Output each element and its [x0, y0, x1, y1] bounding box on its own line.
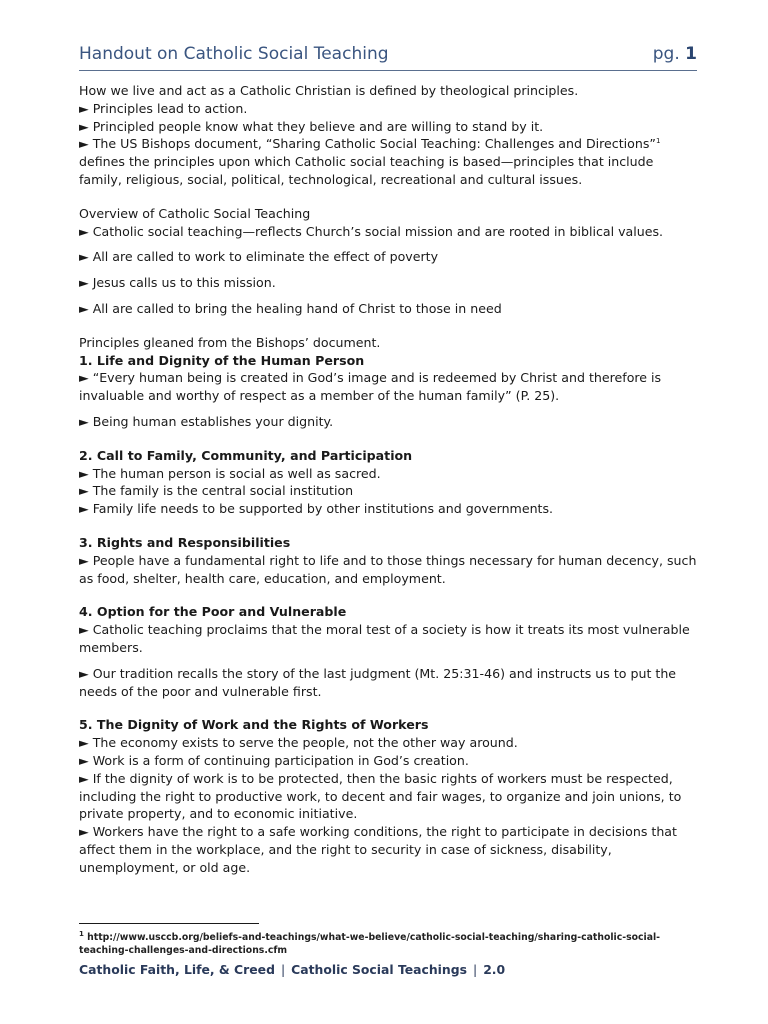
header-title: Handout on Catholic Social Teaching	[79, 44, 389, 64]
intro-line: ► The US Bishops document, “Sharing Catholic Social Teaching: Challenges and Directions”$^1$	[79, 136, 661, 152]
footer-course: Catholic Faith, Life, & Creed	[79, 962, 275, 977]
section-item: ► Our tradition recalls the story of the last judgment (Mt. 25:31-46) and instructs us to put the needs of the poor and vulnerable first.	[79, 665, 677, 699]
overview-item: ► All are called to work to eliminate the effect of poverty	[79, 249, 439, 265]
section-heading: 3. Rights and Responsibilities	[79, 534, 291, 550]
section-heading: 4. Option for the Poor and Vulnerable	[79, 604, 347, 620]
intro-line: How we live and act as a Catholic Christian is defined by theological principles.	[79, 83, 579, 98]
section-item: ► Family life needs to be supported by other institutions and governments.	[79, 501, 554, 517]
intro-line: ► Principled people know what they believe and are willing to stand by it.	[79, 118, 544, 134]
intro-line: ► Principles lead to action.	[79, 100, 248, 116]
footer-unit: Catholic Social Teachings	[291, 962, 467, 977]
document-body	[79, 82, 697, 876]
overview-title: Overview of Catholic Social Teaching	[79, 205, 311, 221]
document-page	[79, 0, 697, 1024]
intro-line: defines the principles upon which Catholic social teaching is based—principles that include family, religious, social, political, technological, recreational and cultural issues.	[79, 154, 654, 187]
section-item: ► The family is the central social institution	[79, 483, 354, 499]
section-item: ► If the dignity of work is to be protected, then the basic rights of workers must be respected, including the right to productive work, to decent and fair wages, to organize and join unions, to private property, and to economic initiative.	[79, 770, 682, 822]
footer-separator: |	[280, 962, 286, 977]
principles-intro: Principles gleaned from the Bishops’ document.	[79, 334, 381, 350]
footnote-ref: 1	[655, 137, 661, 146]
section-heading: 5. The Dignity of Work and the Rights of Workers	[79, 717, 429, 733]
section-item: ► Being human establishes your dignity.	[79, 413, 334, 429]
section-item: ► Work is a form of continuing participation in God’s creation.	[79, 752, 469, 768]
footnote-rule	[79, 923, 259, 924]
page-footer	[79, 962, 505, 977]
overview-item: ► Catholic social teaching—reflects Church’s social mission and are rooted in biblical values.	[79, 223, 664, 239]
section-item: ► The economy exists to serve the people, not the other way around.	[79, 735, 518, 751]
overview-item: ► Jesus calls us to this mission.	[79, 275, 276, 291]
footnote-marker: 1	[79, 929, 84, 938]
section-item: ► Catholic teaching proclaims that the moral test of a society is how it treats its most vulnerable members.	[79, 622, 690, 655]
section-item: ► The human person is social as well as sacred.	[79, 465, 381, 481]
section-item: ► “Every human being is created in God’s image and is redeemed by Christ and therefore is invaluable and worthy of respect as a member of the human family” (P. 25).	[79, 370, 662, 404]
section-item: ► Workers have the right to a safe working conditions, the right to participate in decisions that affect them in the workplace, and the right to security in case of sickness, disability, unemployment, or old age.	[79, 824, 677, 875]
overview-item: ► All are called to bring the healing hand of Christ to those in need	[79, 300, 502, 316]
page-number: pg. 1	[652, 44, 697, 64]
footer-separator: |	[473, 962, 478, 977]
footnote-link[interactable]: http://www.usccb.org/beliefs-and-teachings/what-we-believe/catholic-social-teaching/sharing-catholic-social-teaching-challenges-and-directions.cfm	[79, 932, 661, 956]
footnote	[79, 931, 697, 957]
section-heading: 2. Call to Family, Community, and Participation	[79, 447, 413, 463]
section-item: ► People have a fundamental right to life and to those things necessary for human decency, such as food, shelter, health care, education, and employment.	[79, 552, 697, 586]
page-header	[79, 44, 697, 71]
section-heading: 1. Life and Dignity of the Human Person	[79, 352, 365, 368]
footer-version: 2.0	[483, 962, 506, 977]
